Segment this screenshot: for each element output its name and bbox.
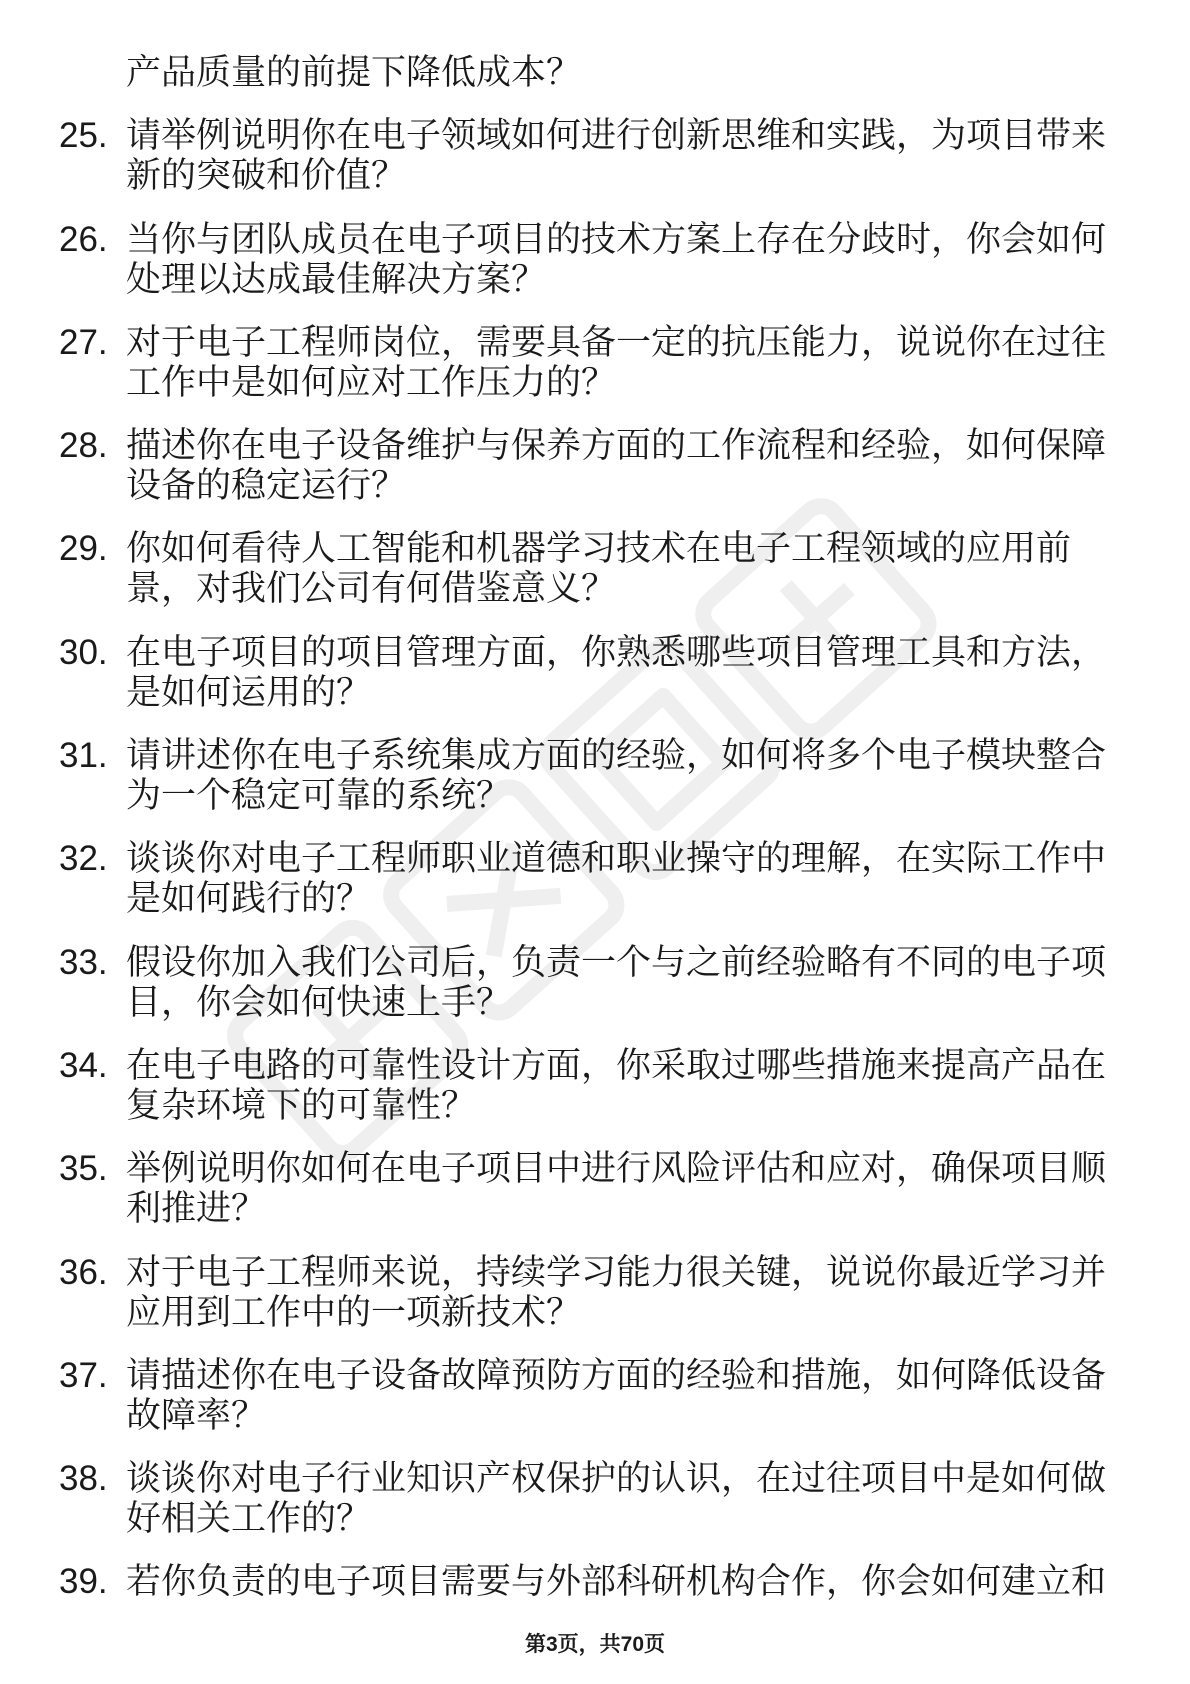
item-text-line: 对于电子工程师岗位，需要具备一定的抗压能力，说说你在过往 bbox=[126, 322, 1107, 362]
item-number: 29. bbox=[59, 529, 108, 569]
item-text-line: 目，你会如何快速上手？ bbox=[126, 982, 512, 1022]
list-item bbox=[0, 1562, 1190, 1602]
item-text-line: 在电子电路的可靠性设计方面，你采取过哪些措施来提高产品在 bbox=[126, 1045, 1107, 1085]
list-item bbox=[0, 220, 1190, 300]
item-number: 33. bbox=[59, 942, 108, 982]
item-text-line: 处理以达成最佳解决方案？ bbox=[126, 259, 547, 299]
item-text-line: 好相关工作的？ bbox=[126, 1499, 372, 1539]
item-text-line: 你如何看待人工智能和机器学习技术在电子工程领域的应用前 bbox=[126, 529, 1072, 569]
list-item bbox=[0, 1046, 1190, 1126]
item-number: 34. bbox=[59, 1045, 108, 1085]
item-text-line: 在电子项目的项目管理方面，你熟悉哪些项目管理工具和方法， bbox=[126, 632, 1107, 672]
list-item bbox=[0, 943, 1190, 1023]
item-text-line: 是如何运用的？ bbox=[126, 672, 372, 712]
list-item bbox=[0, 1356, 1190, 1436]
list-item bbox=[0, 736, 1190, 816]
list-item bbox=[0, 426, 1190, 506]
item-text-line: 若你负责的电子项目需要与外部科研机构合作，你会如何建立和 bbox=[126, 1562, 1107, 1602]
item-text-line: 谈谈你对电子行业知识产权保护的认识，在过往项目中是如何做 bbox=[126, 1459, 1107, 1499]
item-number: 28. bbox=[59, 426, 108, 466]
item-text-line: 利推进？ bbox=[126, 1189, 267, 1229]
item-number: 38. bbox=[59, 1459, 108, 1499]
item-text-line: 应用到工作中的一项新技术？ bbox=[126, 1292, 582, 1332]
list-item bbox=[0, 116, 1190, 196]
item-text-line: 请描述你在电子设备故障预防方面的经验和措施，如何降低设备 bbox=[126, 1355, 1107, 1395]
item-text-line: 新的突破和价值？ bbox=[126, 156, 407, 196]
item-text-line: 描述你在电子设备维护与保养方面的工作流程和经验，如何保障 bbox=[126, 426, 1107, 466]
item-number: 39. bbox=[59, 1562, 108, 1602]
item-number: 37. bbox=[59, 1355, 108, 1395]
continuation-line: 产品质量的前提下降低成本？ bbox=[126, 53, 582, 92]
item-text-line: 为一个稳定可靠的系统？ bbox=[126, 776, 512, 816]
list-item bbox=[0, 1253, 1190, 1333]
item-text-line: 假设你加入我们公司后，负责一个与之前经验略有不同的电子项 bbox=[126, 942, 1107, 982]
item-number: 25. bbox=[59, 116, 108, 156]
list-item bbox=[0, 839, 1190, 919]
item-text-line: 当你与团队成员在电子项目的技术方案上存在分歧时，你会如何 bbox=[126, 219, 1107, 259]
item-text-line: 请讲述你在电子系统集成方面的经验，如何将多个电子模块整合 bbox=[126, 736, 1107, 776]
item-text-line: 对于电子工程师来说，持续学习能力很关键，说说你最近学习并 bbox=[126, 1252, 1107, 1292]
item-number: 30. bbox=[59, 632, 108, 672]
page-footer: 第3页，共70页 bbox=[524, 1633, 666, 1656]
item-number: 26. bbox=[59, 219, 108, 259]
item-text-line: 举例说明你如何在电子项目中进行风险评估和应对，确保项目顺 bbox=[126, 1149, 1107, 1189]
item-text-line: 请举例说明你在电子领域如何进行创新思维和实践，为项目带来 bbox=[126, 116, 1107, 156]
list-item bbox=[0, 633, 1190, 713]
item-text-line: 故障率？ bbox=[126, 1395, 267, 1435]
item-text-line: 工作中是如何应对工作压力的？ bbox=[126, 362, 617, 402]
item-text-line: 景，对我们公司有何借鉴意义？ bbox=[126, 569, 617, 609]
item-number: 27. bbox=[59, 322, 108, 362]
item-number: 35. bbox=[59, 1149, 108, 1189]
item-text-line: 复杂环境下的可靠性？ bbox=[126, 1085, 477, 1125]
list-item bbox=[0, 1149, 1190, 1229]
item-number: 31. bbox=[59, 736, 108, 776]
list-item bbox=[0, 529, 1190, 609]
item-number: 36. bbox=[59, 1252, 108, 1292]
item-number: 32. bbox=[59, 839, 108, 879]
question-list bbox=[0, 53, 1190, 1626]
item-text-line: 谈谈你对电子工程师职业道德和职业操守的理解，在实际工作中 bbox=[126, 839, 1107, 879]
list-item bbox=[0, 323, 1190, 403]
list-item bbox=[0, 1459, 1190, 1539]
item-text-line: 是如何践行的？ bbox=[126, 879, 372, 919]
item-text-line: 设备的稳定运行？ bbox=[126, 466, 407, 506]
